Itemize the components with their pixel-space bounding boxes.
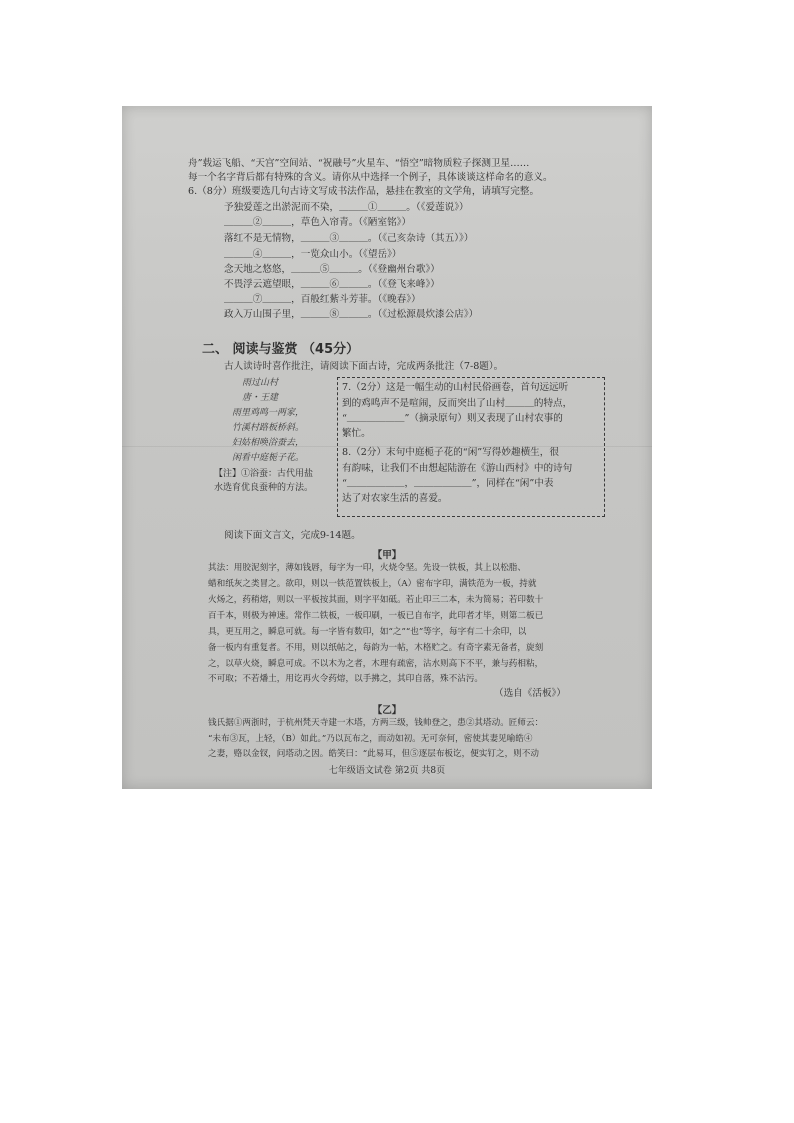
- jia-source: （选自《活板》）: [494, 688, 566, 699]
- poem-line-1: 予独爱莲之出淤泥而不染，＿＿＿①＿＿＿。（《爱莲说》）: [224, 202, 469, 213]
- yi-line-2: “未布③瓦，上轻，（B）如此。”乃以瓦布之，而动如初。无可奈何，密使其妻见喻皓④: [208, 734, 533, 744]
- poem-body-line-4: 闲看中庭栀子花。: [232, 453, 305, 463]
- yi-line-1: 钱氏据①两浙时，于杭州梵天寺建一木塔，方两三级，钱帅登之，患②其塔动。匠师云：: [208, 718, 544, 728]
- poem-body-line-3: 妇姑相唤浴蚕去，: [232, 438, 305, 448]
- jia-line-5: 具，更互用之，瞬息可就。每一字皆有数印，如“之”“也”等字，每字有二十余印，以: [208, 627, 527, 637]
- poem-line-3: 落红不是无情物，＿＿＿③＿＿＿。（《己亥杂诗（其五）》）: [224, 233, 474, 244]
- note-line-2: 水选育优良蚕种的方法。: [214, 483, 314, 493]
- question-6-stem: 6.（8分）班级要选几句古诗文写成书法作品，悬挂在教室的文学角，请填写完整。: [188, 186, 540, 197]
- q7-line-3: “＿＿＿＿＿＿”（摘录原句）则又表现了山村农事的: [342, 413, 563, 424]
- poem-body-line-2: 竹溪村路板桥斜。: [232, 423, 305, 433]
- annotation-box: [337, 377, 605, 517]
- note-line-1: 【注】①浴蚕：古代用盐: [214, 469, 314, 479]
- yi-line-3: 之妻，赂以金钗，问塔动之因。皓笑曰：“此易耳，但⑤逐层布板讫，便实钉之，则不动: [208, 749, 539, 759]
- jia-line-1: 其法：用胶泥刻字，薄如钱唇，每字为一印，火烧令坚。先设一铁板，其上以松脂、: [208, 563, 526, 573]
- poem-title: 雨过山村: [242, 378, 279, 388]
- poem-body-line-1: 雨里鸡鸣一两家，: [232, 408, 305, 418]
- reading-instruction: 阅读下面文言文，完成9-14题。: [224, 530, 361, 541]
- q8-line-3: “＿＿＿＿＿＿，＿＿＿＿＿＿”，同样在“闲”中表: [342, 478, 554, 489]
- poem-line-8: 政入万山围子里，＿＿＿⑧＿＿＿。（《过松源晨炊漆公店》）: [224, 309, 479, 320]
- q7-line-4: 繁忙。: [342, 428, 371, 439]
- poem-line-6: 不畏浮云遮望眼，＿＿＿⑥＿＿＿。（《登飞来峰》）: [224, 279, 440, 290]
- intro-line-2: 每一个名字背后都有特殊的含义。请你从中选择一个例子，具体谈谈这样命名的意义。: [188, 172, 553, 183]
- jia-line-8: 不可取；不若燔土，用讫再火令药熔，以手拂之，其印自落，殊不沾污。: [208, 674, 484, 684]
- jia-line-6: 备一板内有重复者。不用，则以纸帖之，每韵为一帖，木格贮之。有奇字素无备者，旋刻: [208, 643, 544, 653]
- q8-line-1: 8.（2分）末句中庭栀子花的“闲”写得妙趣横生，很: [342, 447, 559, 458]
- page-footer: 七年级语文试卷 第2页 共8页: [328, 766, 446, 776]
- poem-line-2: ＿＿＿②＿＿＿，草色入帘青。（《陋室铭》）: [224, 217, 412, 228]
- q8-line-2: 有韵味，让我们不由想起陆游在《游山西村》中的诗句: [342, 463, 573, 474]
- q7-line-2: 到的鸡鸣声不是喧闹，反而突出了山村＿＿＿的特点，: [342, 398, 573, 409]
- q7-line-1: 7.（2分）这是一幅生动的山村民俗画卷，首句远远听: [342, 382, 569, 393]
- q8-line-4: 达了对农家生活的喜爱。: [342, 493, 448, 504]
- jia-line-4: 百千本，则极为神速。常作二铁板，一板印刷，一板已自布字，此印者才毕，则第二板已: [208, 611, 544, 621]
- intro-line-1: 舟”载运飞船、“天宫”空间站、“祝融号”火星车、“悟空”暗物质粒子探测卫星……: [188, 158, 530, 169]
- poem-author: 唐・王建: [242, 393, 279, 403]
- jia-line-7: 之，以草火烧，瞬息可成。不以木为之者，木理有疏密，沾水则高下不平，兼与药相粘，: [208, 659, 544, 669]
- poem-line-7: ＿＿＿⑦＿＿＿，百般红紫斗芳菲。（《晚春》）: [224, 294, 421, 305]
- jia-line-3: 火炀之，药稍熔，则以一平板按其面，则字平如砥。若止印三二本，未为简易；若印数十: [208, 595, 544, 605]
- poem-line-4: ＿＿＿④＿＿＿，一览众山小。（《望岳》）: [224, 249, 402, 260]
- jia-line-2: 蜡和纸灰之类冒之。欲印，则以一铁范置铁板上，（A）密布字印，满铁范为一板，持就: [208, 579, 537, 589]
- exam-page-photo: [122, 106, 652, 789]
- section-instruction: 古人读诗时喜作批注，请阅读下面古诗，完成两条批注（7-8题）。: [224, 361, 504, 372]
- poem-line-5: 念天地之悠悠，＿＿＿⑤＿＿＿。（《登幽州台歌》）: [224, 264, 440, 275]
- label-yi: 【乙】: [372, 705, 402, 716]
- label-jia: 【甲】: [372, 550, 402, 561]
- section-title: 二、 阅读与鉴赏 （45分）: [202, 342, 360, 357]
